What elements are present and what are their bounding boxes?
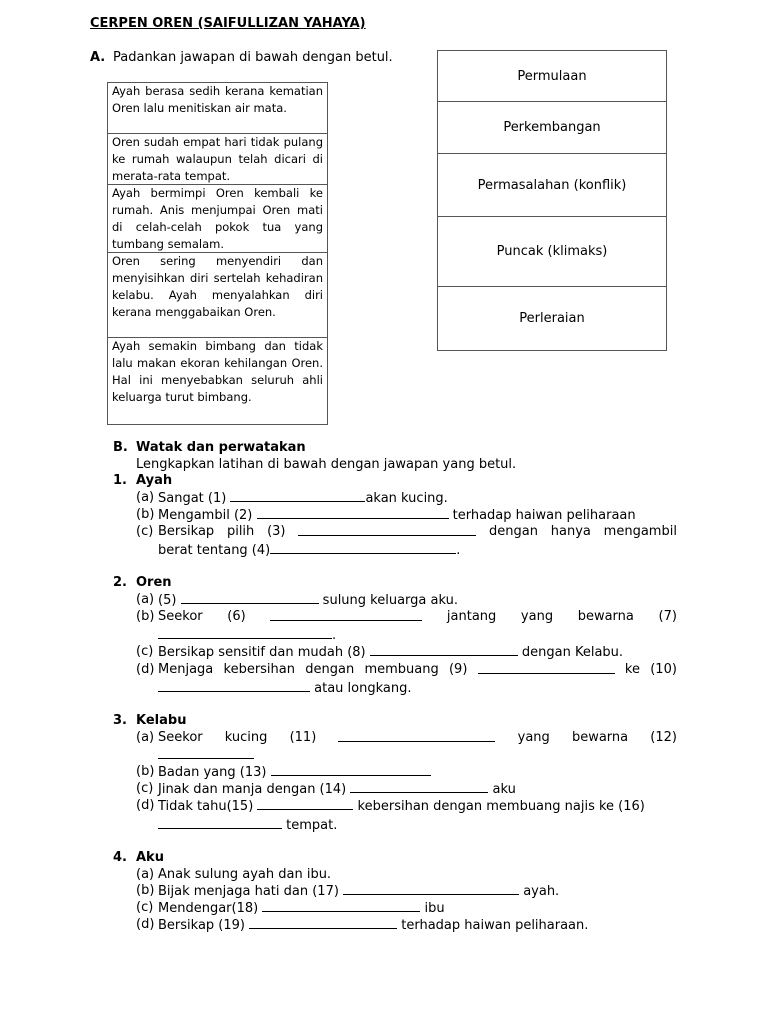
item-marker: (a) [136, 730, 155, 745]
word: ke [624, 662, 640, 677]
item-marker: (d) [136, 917, 155, 932]
stage-puncak: Puncak (klimaks) [438, 217, 666, 287]
word: (12) [650, 730, 677, 745]
ayah-heading: Ayah [136, 473, 173, 488]
word: jantang [446, 609, 497, 624]
section-a-letter: A. [90, 50, 106, 65]
word: dengan [305, 662, 355, 677]
item-marker: (d) [136, 662, 155, 677]
oren-heading: Oren [136, 575, 172, 590]
item-marker: (a) [136, 592, 155, 607]
ayah-item-b [158, 506, 636, 524]
event-cell-1: Ayah berasa sedih kerana kematian Oren lalu menitiskan air mata. [108, 83, 327, 134]
answer-blank-7[interactable] [158, 626, 332, 639]
event-cell-4: Oren sering menyendiri dan menyisihkan diri sertelah kehadiran kelabu. Ayah menyalahkan diri kerana menggabaikan Oren. [108, 253, 327, 338]
item-text: berat tentang (4) [158, 543, 271, 558]
oren-item-c [158, 643, 623, 661]
item-text: Bijak menjaga hati dan (17) [158, 884, 344, 899]
answer-blank-8[interactable] [370, 643, 518, 656]
stage-perkembangan: Perkembangan [438, 102, 666, 154]
word: bewarna [577, 609, 634, 624]
aku-item-c [158, 899, 445, 917]
word: kebersihan [223, 662, 295, 677]
answer-blank-13[interactable] [271, 763, 431, 776]
item-text: aku [488, 782, 516, 797]
stage-permulaan: Permulaan [438, 51, 666, 102]
ayah-item-c-cont [158, 541, 460, 559]
events-table [107, 82, 328, 425]
aku-number: 4. [113, 850, 127, 865]
item-text: ibu [420, 901, 445, 916]
oren-item-d [158, 661, 677, 678]
item-text: terhadap haiwan peliharaan. [397, 918, 589, 933]
word: membuang [364, 662, 439, 677]
item-text: (5) [158, 593, 181, 608]
kelabu-item-a-cont [158, 746, 254, 764]
answer-blank-9[interactable] [478, 661, 615, 674]
item-text: akan kucing. [365, 491, 448, 506]
aku-item-b [158, 882, 559, 900]
section-b-instruction: Lengkapkan latihan di bawah dengan jawapan yang betul. [136, 457, 517, 472]
stage-permasalahan: Permasalahan (konflik) [438, 154, 666, 217]
item-marker: (b) [136, 609, 155, 624]
word: dengan [489, 524, 538, 539]
answer-blank-10[interactable] [158, 679, 310, 692]
word: Seekor [158, 609, 203, 624]
word: Bersikap [158, 524, 215, 539]
stage-perleraian: Perleraian [519, 311, 585, 326]
item-marker: (c) [136, 900, 154, 915]
ayah-item-a [158, 489, 448, 507]
answer-blank-15[interactable] [257, 797, 353, 810]
answer-blank-18[interactable] [262, 899, 420, 912]
word: kucing [224, 730, 268, 745]
item-text: ayah. [519, 884, 560, 899]
item-marker: (c) [136, 781, 154, 796]
item-marker: (a) [136, 490, 155, 505]
event-cell-5: Ayah semakin bimbang dan tidak lalu makan ekoran kehilangan Oren. Hal ini menyebabkan seluruh ahli keluarga turut bimbang. [112, 339, 323, 404]
word: Seekor [158, 730, 203, 745]
word: Menjaga [158, 662, 214, 677]
word: (7) [658, 609, 677, 624]
word: (11) [289, 730, 317, 745]
item-text: sulung keluarga aku. [318, 593, 458, 608]
plot-stage-table [437, 50, 667, 351]
answer-blank-19[interactable] [249, 916, 397, 929]
answer-blank-16[interactable] [158, 816, 282, 829]
word: (10) [650, 662, 677, 677]
oren-item-b [158, 608, 677, 625]
item-text: terhadap haiwan peliharaan [448, 508, 636, 523]
kelabu-item-b [158, 763, 431, 781]
item-marker: (d) [136, 798, 155, 813]
answer-blank-6[interactable] [270, 608, 422, 621]
document-title: CERPEN OREN (SAIFULLIZAN YAHAYA) [90, 16, 366, 31]
item-marker: (b) [136, 764, 155, 779]
item-text: Tidak tahu(15) [158, 799, 258, 814]
word: (9) [448, 662, 468, 677]
item-text: kebersihan dengan membuang najis ke (16) [353, 799, 645, 814]
answer-blank-12[interactable] [158, 746, 254, 759]
item-text: Bersikap (19) [158, 918, 250, 933]
item-text: . [456, 543, 461, 558]
ayah-number: 1. [113, 473, 127, 488]
item-text: Badan yang (13) [158, 765, 271, 780]
answer-blank-2[interactable] [257, 506, 449, 519]
item-text: dengan Kelabu. [517, 645, 624, 660]
aku-heading: Aku [136, 850, 164, 865]
word: hanya [550, 524, 591, 539]
kelabu-item-d-cont [158, 816, 337, 834]
aku-item-a: Anak sulung ayah dan ibu. [158, 867, 332, 882]
item-marker: (c) [136, 644, 154, 659]
section-b-letter: B. [113, 440, 128, 455]
kelabu-item-c [158, 780, 516, 798]
kelabu-heading: Kelabu [136, 713, 187, 728]
answer-blank-5[interactable] [181, 591, 319, 604]
item-text: tempat. [282, 818, 338, 833]
item-text: atau longkang. [310, 681, 412, 696]
item-text: Jinak dan manja dengan (14) [158, 782, 351, 797]
kelabu-number: 3. [113, 713, 127, 728]
item-text: Sangat (1) [158, 491, 231, 506]
oren-item-a [158, 591, 458, 609]
ayah-item-c [158, 523, 677, 540]
item-marker: (a) [136, 867, 155, 882]
word: mengambil [603, 524, 677, 539]
kelabu-item-d [158, 797, 645, 815]
oren-item-b-cont [158, 626, 336, 644]
oren-number: 2. [113, 575, 127, 590]
event-cell-2: Oren sudah empat hari tidak pulang ke rumah walaupun telah dicari di merata-rata tempat. [108, 134, 327, 185]
kelabu-item-a [158, 729, 677, 746]
event-cell-3: Ayah bermimpi Oren kembali ke rumah. Anis menjumpai Oren mati di celah-celah pokok tua yang tumbang semalam. [108, 185, 327, 253]
section-b-heading: Watak dan perwatakan [136, 440, 306, 455]
answer-blank-1[interactable] [230, 489, 365, 502]
item-marker: (b) [136, 507, 155, 522]
word: yang [520, 609, 554, 624]
word: bewarna [571, 730, 629, 745]
word: (3) [267, 524, 286, 539]
answer-blank-11[interactable] [338, 729, 495, 742]
answer-blank-14[interactable] [350, 780, 488, 793]
aku-item-d [158, 916, 588, 934]
oren-item-d-cont [158, 679, 411, 697]
word: (6) [227, 609, 246, 624]
item-text: Mengambil (2) [158, 508, 257, 523]
answer-blank-3[interactable] [298, 523, 476, 536]
answer-blank-17[interactable] [343, 882, 519, 895]
item-marker: (c) [136, 524, 154, 539]
item-marker: (b) [136, 883, 155, 898]
answer-blank-4[interactable] [270, 541, 456, 554]
section-a-instruction: Padankan jawapan di bawah dengan betul. [113, 50, 393, 65]
word: pilih [226, 524, 255, 539]
item-text: Mendengar(18) [158, 901, 263, 916]
item-text: Bersikap sensitif dan mudah (8) [158, 645, 370, 660]
word: yang [517, 730, 550, 745]
item-text: . [332, 628, 337, 643]
